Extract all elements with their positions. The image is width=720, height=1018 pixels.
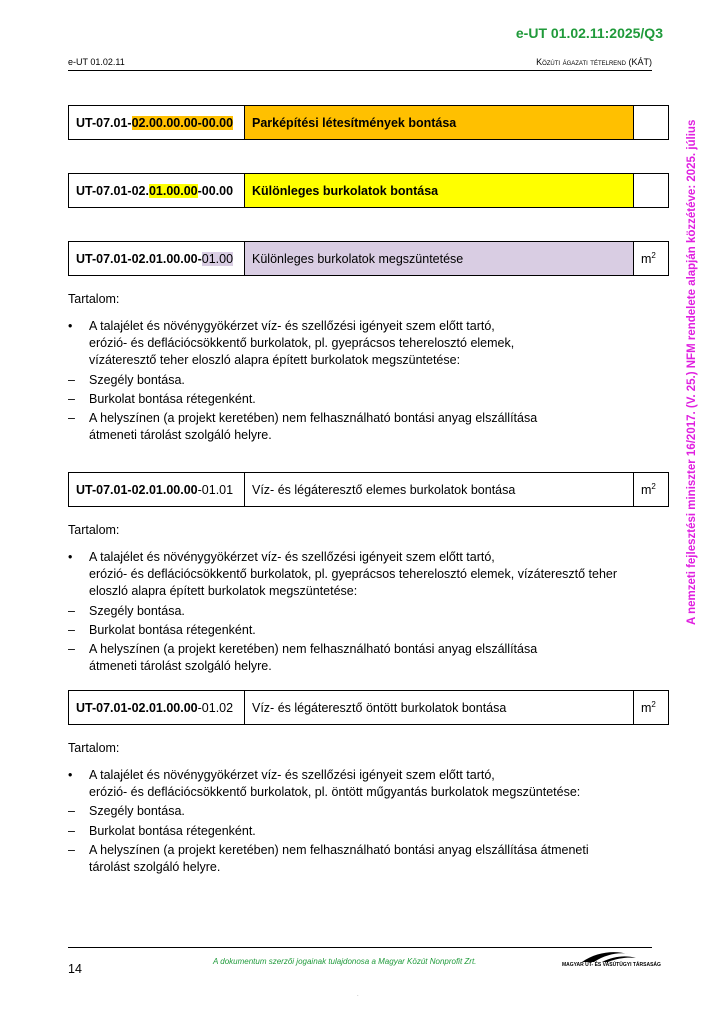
item-title: Különleges burkolatok bontása [245, 174, 634, 208]
footer-rule [68, 947, 652, 948]
header-rule [68, 70, 652, 71]
item-table-elemes [68, 472, 669, 507]
document-code: e-UT 01.02.11:2025/Q3 [515, 25, 663, 41]
page-number: 14 [68, 962, 82, 976]
item-table-parkepitesi [68, 105, 669, 140]
list-item: – A helyszínen (a projekt keretében) nem felhasználható bontási anyag elszállítása átmeneti tárolást szolgáló helyre. [68, 842, 658, 876]
header-abbr: (KÁT) [628, 57, 652, 67]
item-table-kulonleges [68, 173, 669, 208]
list-item: • A talajélet és növénygyökérzet víz- és szellőzési igényeit szem előtt tartó, erózió- és deflációcsökkentő burkolatok, pl. öntött műgyantás burkolatok megszüntetése: [68, 767, 658, 801]
item-title: Víz- és légáteresztő öntött burkolatok bontása [245, 691, 634, 725]
list-item: – Burkolat bontása rétegenként. [68, 391, 658, 408]
item-code: UT-07.01-02.01.00.00-01.01 [69, 473, 245, 507]
item-table-megszuntetese [68, 241, 669, 276]
list-item: • A talajélet és növénygyökérzet víz- és szellőzési igényeit szem előtt tartó, erózió- és deflációcsökkentő burkolatok, pl. gyeprácsos teherelosztó elemek, vízáteresztő teher eloszló alapra épített burkolatok megszüntetése: [68, 549, 658, 601]
item-unit: $m^2$ [634, 473, 669, 507]
logo [562, 950, 661, 972]
content-list [68, 318, 658, 444]
copyright-notice: A dokumentum szerzői jogainak tulajdonosa a Magyar Közút Nonprofit Zrt. [213, 957, 477, 966]
list-item: – Szegély bontása. [68, 603, 658, 620]
item-code: UT-07.01-02.01.00.00-01.02 [69, 691, 245, 725]
header-left: e-UT 01.02.11 [68, 57, 125, 67]
item-title: Parképítési létesítmények bontása [245, 106, 634, 140]
content-list [68, 767, 658, 876]
tartalom-label: Tartalom: [68, 523, 120, 537]
item-title: Víz- és légáteresztő elemes burkolatok bontása [245, 473, 634, 507]
header-right [536, 57, 652, 67]
item-unit [634, 106, 669, 140]
content-list [68, 549, 658, 675]
footer-mark: . [357, 992, 359, 998]
list-item: • A talajélet és növénygyökérzet víz- és szellőzési igényeit szem előtt tartó, erózió- és deflációcsökkentő burkolatok, pl. gyeprácsos teherelosztó elemek, vízáteresztő teher eloszló alapra épített burkolatok megszüntetése: [68, 318, 658, 370]
item-table-ontott [68, 690, 669, 725]
list-item: – A helyszínen (a projekt keretében) nem felhasználható bontási anyag elszállítása átmeneti tárolást szolgáló helyre. [68, 641, 658, 675]
logo-text: MAGYAR ÚT- ÉS VASÚTÜGYI TÁRSASÁG [562, 962, 661, 968]
item-unit [634, 174, 669, 208]
item-unit: $m^2$ [634, 242, 669, 276]
tartalom-label: Tartalom: [68, 741, 120, 755]
list-item: – Burkolat bontása rétegenként. [68, 622, 658, 639]
item-code: UT-07.01-02.01.00.00-01.00 [69, 242, 245, 276]
header-title: Közúti ágazati tételrend [536, 57, 626, 67]
list-item: – A helyszínen (a projekt keretében) nem felhasználható bontási anyag elszállítása átmeneti tárolást szolgáló helyre. [68, 410, 658, 444]
side-note: A nemzeti fejlesztési miniszter 16/2017. (V. 25.) NFM rendelete alapján közzétéve: 2025. július [686, 119, 698, 625]
item-code: UT-07.01-02.00.00.00-00.00 [69, 106, 245, 140]
list-item: – Burkolat bontása rétegenként. [68, 823, 658, 840]
item-unit: $m^2$ [634, 691, 669, 725]
item-code: UT-07.01-02.01.00.00-00.00 [69, 174, 245, 208]
item-title: Különleges burkolatok megszüntetése [245, 242, 634, 276]
tartalom-label: Tartalom: [68, 292, 120, 306]
list-item: – Szegély bontása. [68, 803, 658, 820]
list-item: – Szegély bontása. [68, 372, 658, 389]
